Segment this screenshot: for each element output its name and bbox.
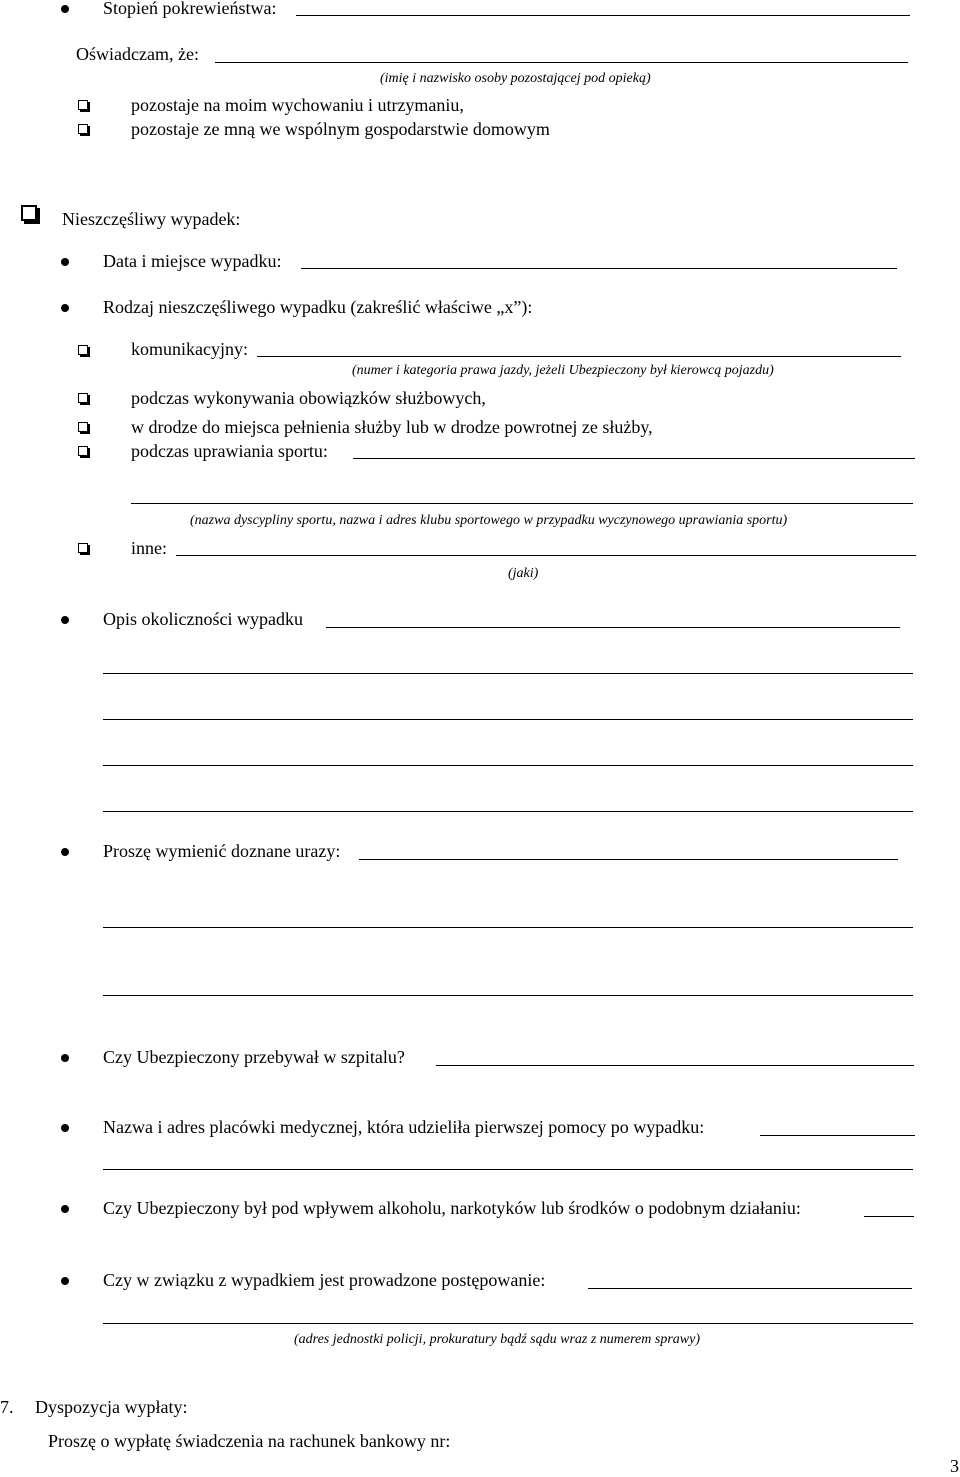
hospital-field[interactable] xyxy=(436,1065,914,1066)
page-number: 3 xyxy=(950,1456,959,1476)
proceedings-label: Czy w związku z wypadkiem jest prowadzone postępowanie: xyxy=(103,1270,546,1290)
sport-label: podczas uprawiania sportu: xyxy=(131,441,328,461)
duty-checkbox[interactable] xyxy=(78,393,88,403)
kinship-field[interactable] xyxy=(296,15,910,16)
duty-label: podczas wykonywania obowiązków służbowych, xyxy=(131,388,486,408)
other-field[interactable] xyxy=(176,555,916,556)
injuries-field-3[interactable] xyxy=(103,995,913,996)
accident-checkbox[interactable] xyxy=(21,205,37,221)
accident-heading: Nieszczęśliwy wypadek: xyxy=(62,209,241,229)
kinship-label: Stopień pokrewieństwa: xyxy=(103,0,277,18)
sport-checkbox[interactable] xyxy=(78,446,88,456)
date-place-label: Data i miejsce wypadku: xyxy=(103,251,282,271)
sport-field-2[interactable] xyxy=(131,503,913,504)
other-note: (jaki) xyxy=(508,566,539,581)
hospital-label: Czy Ubezpieczony przebywał w szpitalu? xyxy=(103,1047,405,1067)
declaration-option-1-checkbox[interactable] xyxy=(78,100,88,110)
bullet xyxy=(61,1277,69,1285)
declaration-option-1-label: pozostaje na moim wychowaniu i utrzymaniu, xyxy=(131,95,464,115)
bullet xyxy=(61,5,69,13)
declaration-name-note: (imię i nazwisko osoby pozostającej pod opieką) xyxy=(380,71,651,86)
bullet xyxy=(61,304,69,312)
bullet xyxy=(61,258,69,266)
declaration-label: Oświadczam, że: xyxy=(76,44,199,64)
clinic-field-2[interactable] xyxy=(103,1169,913,1170)
date-place-field[interactable] xyxy=(301,268,897,269)
alcohol-label: Czy Ubezpieczony był pod wpływem alkoholu, narkotyków lub środków o podobnym działaniu: xyxy=(103,1198,801,1218)
proceedings-field-1[interactable] xyxy=(588,1288,912,1289)
circumstances-field-4[interactable] xyxy=(103,765,913,766)
declaration-name-field[interactable] xyxy=(215,62,908,63)
other-checkbox[interactable] xyxy=(78,543,88,553)
circumstances-field-5[interactable] xyxy=(103,811,913,812)
proceedings-field-2[interactable] xyxy=(103,1323,913,1324)
accident-type-label: Rodzaj nieszczęśliwego wypadku (zakreślić właściwe „x”): xyxy=(103,297,533,317)
sport-field-1[interactable] xyxy=(353,458,915,459)
declaration-option-2-label: pozostaje ze mną we wspólnym gospodarstwie domowym xyxy=(131,119,550,139)
injuries-label: Proszę wymienić doznane urazy: xyxy=(103,841,341,861)
sport-note: (nazwa dyscypliny sportu, nazwa i adres klubu sportowego w przypadku wyczynowego uprawiania sportu) xyxy=(190,513,788,528)
circumstances-label: Opis okoliczności wypadku xyxy=(103,609,303,629)
clinic-label: Nazwa i adres placówki medycznej, która udzieliła pierwszej pomocy po wypadku: xyxy=(103,1117,705,1137)
other-label: inne: xyxy=(131,538,167,558)
circumstances-field-1[interactable] xyxy=(326,627,900,628)
injuries-field-2[interactable] xyxy=(103,927,913,928)
traffic-checkbox[interactable] xyxy=(78,345,88,355)
payout-heading: Dyspozycja wypłaty: xyxy=(35,1397,188,1417)
traffic-label: komunikacyjny: xyxy=(131,339,248,359)
bullet xyxy=(61,616,69,624)
clinic-field-1[interactable] xyxy=(760,1135,915,1136)
payout-account-label: Proszę o wypłatę świadczenia na rachunek bankowy nr: xyxy=(48,1431,451,1451)
bullet xyxy=(61,1124,69,1132)
traffic-field[interactable] xyxy=(257,356,901,357)
commute-checkbox[interactable] xyxy=(78,422,88,432)
declaration-option-2-checkbox[interactable] xyxy=(78,124,88,134)
payout-number: 7. xyxy=(0,1397,14,1417)
circumstances-field-3[interactable] xyxy=(103,719,913,720)
circumstances-field-2[interactable] xyxy=(103,673,913,674)
injuries-field-1[interactable] xyxy=(359,859,898,860)
traffic-note: (numer i kategoria prawa jazdy, jeżeli Ubezpieczony był kierowcą pojazdu) xyxy=(352,363,774,378)
bullet xyxy=(61,848,69,856)
alcohol-field[interactable] xyxy=(864,1216,914,1217)
bullet xyxy=(61,1054,69,1062)
proceedings-note: (adres jednostki policji, prokuratury bądź sądu wraz z numerem sprawy) xyxy=(294,1332,700,1347)
bullet xyxy=(61,1205,69,1213)
commute-label: w drodze do miejsca pełnienia służby lub w drodze powrotnej ze służby, xyxy=(131,417,653,437)
